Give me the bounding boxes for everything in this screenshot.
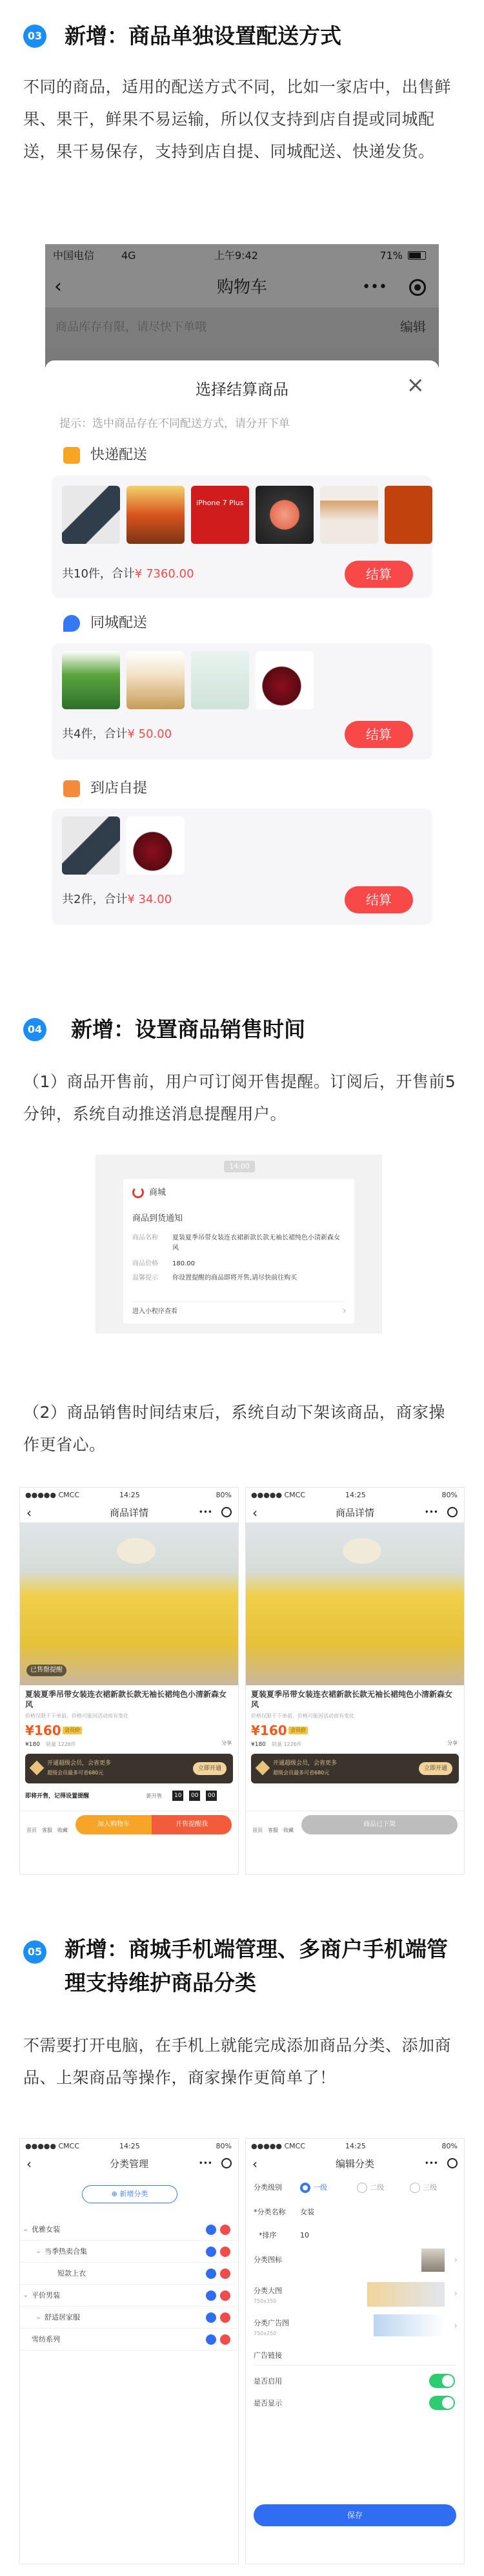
sort-input[interactable]: 10 (300, 2231, 309, 2239)
category-name: 雪纺系列 (32, 2335, 60, 2343)
sheet-title: 选择结算商品 (196, 380, 288, 399)
nav-title: 商品详情 (335, 1507, 374, 1519)
summary-text: 共10件，合计 (62, 567, 135, 581)
show-label: 是否显示 (254, 2399, 282, 2407)
cart-phone-screenshot (45, 244, 439, 955)
category-name: 当季热卖合集 (45, 2247, 87, 2256)
nav-favorite[interactable]: 收藏 (283, 1827, 294, 1833)
checkout-sheet (45, 360, 439, 955)
chevron-right-icon: › (454, 2255, 458, 2265)
carrier: ●●●●● CMCC (25, 2142, 80, 2150)
price: ¥160 (251, 1723, 287, 1738)
target-icon[interactable] (447, 2158, 458, 2168)
battery: 80% (441, 1491, 458, 1499)
name-label: *分类名称 (254, 2208, 286, 2216)
summary-amount: ¥ 7360.00 (134, 567, 194, 581)
section-title: 新增：商城手机端管理、多商户手机端管理支持维护商品分类 (65, 1937, 448, 1995)
edit-icon[interactable] (206, 2312, 216, 2323)
category-row[interactable] (20, 2263, 238, 2285)
edit-icon[interactable] (206, 2247, 216, 2257)
category-row[interactable] (20, 2219, 238, 2241)
edit-icon[interactable] (206, 2225, 216, 2235)
close-icon[interactable]: × (406, 372, 425, 398)
carrier: ●●●●● CMCC (251, 1491, 306, 1499)
nav-bar (45, 267, 439, 307)
bottom-bar (246, 1811, 464, 1839)
radio-level-1[interactable] (300, 2183, 310, 2193)
row-value: 夏装夏季吊带女装连衣裙新款长款无袖长裙纯色小清新森女风 (172, 1234, 340, 1252)
diamond-icon (30, 1761, 45, 1776)
section-05 (0, 1886, 484, 2576)
chevron-left-icon[interactable]: ‹ (54, 275, 62, 298)
summary-amount: ¥ 50.00 (127, 727, 172, 741)
section-title: 新增：商品单独设置配送方式 (65, 23, 341, 48)
product-thumb[interactable] (256, 651, 314, 709)
name-input[interactable]: 女装 (300, 2208, 314, 2216)
product-name: 夏装夏季吊带女装连衣裙新款长款无袖长裙纯色小清新森女风 (251, 1690, 453, 1709)
vip-text: 开通超级会员，会省更多 (273, 1760, 338, 1767)
nav-service[interactable]: 客服 (268, 1827, 278, 1833)
category-management-screen (19, 2138, 239, 2564)
icon-label: 分类图标 (254, 2256, 282, 2264)
radio-level-1-label: 一级 (313, 2183, 327, 2192)
product-thumb[interactable] (62, 816, 120, 875)
nav-favorite[interactable]: 收藏 (57, 1827, 68, 1833)
countdown-hours: 10 (172, 1791, 183, 1801)
status-bar (20, 2139, 238, 2154)
more-icon[interactable]: ••• (198, 1508, 212, 1517)
category-row[interactable] (20, 2307, 238, 2329)
battery: 80% (216, 1491, 232, 1499)
open-miniprogram-link[interactable]: 进入小程序查看 (132, 1308, 177, 1315)
delete-icon[interactable] (220, 2269, 230, 2279)
category-row[interactable] (20, 2241, 238, 2263)
category-row[interactable] (20, 2285, 238, 2307)
more-icon[interactable]: ••• (424, 2159, 438, 2168)
product-thumb[interactable] (126, 651, 185, 709)
product-detail-presale (19, 1487, 239, 1875)
clock: 14:25 (119, 2142, 140, 2150)
product-thumb[interactable] (320, 486, 378, 544)
diamond-icon (256, 1761, 270, 1776)
radio-level-2[interactable] (357, 2183, 367, 2193)
vip-sub: 超级会员最多可省680元 (47, 1770, 104, 1776)
section-paragraph: （2）商品销售时间结束后，系统自动下架该商品，商家操作更省心。 (23, 1403, 445, 1454)
sold-count: 销量 1226件 (272, 1741, 302, 1747)
checkout-button[interactable]: 结算 (345, 886, 413, 913)
vip-open-button[interactable]: 立即开通 (419, 1762, 452, 1775)
countdown-prefix: 距开售 (146, 1793, 162, 1799)
chevron-down-icon[interactable]: ⌄ (23, 2225, 29, 2233)
target-icon[interactable] (221, 1507, 232, 1517)
edit-icon[interactable] (206, 2269, 216, 2279)
carrier: ●●●●● CMCC (251, 2142, 306, 2150)
chevron-down-icon[interactable]: ⌄ (35, 2247, 42, 2255)
bigpic-size: 750x350 (254, 2298, 277, 2304)
more-icon[interactable]: ••• (424, 1508, 438, 1517)
clock: 上午9:42 (214, 249, 258, 262)
delete-icon[interactable] (220, 2247, 230, 2257)
nav-title: 购物车 (216, 278, 267, 297)
ad-label: 分类广告图 (254, 2319, 289, 2327)
ad-size: 750x250 (254, 2331, 277, 2336)
sort-label: *排序 (259, 2231, 277, 2239)
product-thumb[interactable] (191, 486, 249, 544)
summary-amount: ¥ 34.00 (127, 893, 172, 906)
clock: 14:25 (345, 2142, 366, 2150)
off-shelf-button: 商品已下架 (301, 1815, 458, 1834)
section-paragraph: 不同的商品，适用的配送方式不同，比如一家店中，出售鲜果、果干，鲜果不易运输，所以仅支持到店自提或同城配送，果干易保存，支持到店自提、同城配送、快递发货。 (23, 78, 452, 161)
section-number-badge: 03 (23, 25, 46, 48)
big-image-upload[interactable] (367, 2282, 445, 2307)
delete-icon[interactable] (220, 2334, 230, 2345)
product-thumb[interactable] (191, 651, 249, 709)
save-button[interactable]: 保存 (254, 2504, 456, 2526)
stock-notice: 商品库存有限，请尽快下单哦 (55, 320, 207, 334)
vip-banner[interactable] (251, 1754, 459, 1783)
enable-toggle[interactable] (429, 2374, 455, 2388)
product-image (246, 1522, 464, 1685)
group-express-title: 快递配送 (90, 447, 148, 463)
more-icon[interactable]: ••• (198, 2159, 212, 2168)
product-thumb[interactable] (256, 486, 314, 544)
nav-home[interactable]: 首页 (252, 1827, 263, 1833)
carrier: ●●●●● CMCC (25, 1491, 80, 1499)
shop-logo-icon (132, 1187, 144, 1198)
original-price: ¥180 (25, 1741, 40, 1748)
notice-bar (45, 307, 439, 348)
bigpic-label: 分类大图 (254, 2287, 282, 2295)
vip-banner[interactable] (25, 1754, 233, 1783)
category-name: 优雅女装 (32, 2225, 60, 2234)
store-icon (63, 780, 80, 797)
vip-open-button[interactable]: 立即开通 (193, 1762, 227, 1775)
checkout-button[interactable]: 结算 (345, 561, 413, 588)
clock: 14:25 (119, 1491, 140, 1499)
product-thumb[interactable] (126, 816, 185, 875)
section-number-badge: 05 (23, 1940, 46, 1964)
notify-card[interactable] (123, 1179, 354, 1324)
category-list (20, 2219, 238, 2351)
chevron-left-icon[interactable]: ‹ (26, 2156, 32, 2172)
ad-link-label: 广告链接 (254, 2351, 282, 2360)
product-image (20, 1522, 238, 1685)
original-price: ¥180 (251, 1741, 266, 1748)
target-icon[interactable] (447, 1507, 458, 1517)
ad-image-upload[interactable] (374, 2314, 445, 2336)
share-button[interactable]: 分享 (447, 1740, 458, 1746)
product-thumb[interactable] (62, 651, 120, 709)
radio-level-3-label: 三级 (423, 2183, 437, 2192)
carrier: 中国电信 (53, 249, 95, 262)
nav-home[interactable]: 首页 (26, 1827, 37, 1833)
bottom-bar (20, 1811, 238, 1839)
member-tag: 会员价 (288, 1727, 308, 1734)
member-tag: 会员价 (63, 1727, 82, 1734)
more-icon[interactable]: ••• (362, 279, 387, 295)
group-pickup (52, 809, 432, 925)
section-number-badge: 04 (23, 1018, 46, 1041)
nav-title: 编辑分类 (335, 2158, 374, 2170)
product-thumb[interactable] (126, 486, 185, 544)
chevron-left-icon[interactable]: ‹ (252, 2156, 257, 2172)
row-value: 180.00 (172, 1260, 195, 1267)
checkout-button[interactable]: 结算 (345, 721, 413, 748)
level-label: 分类级别 (254, 2183, 282, 2192)
product-subtitle: 价格仅限于下单前，价格可能因活动而有变化 (25, 1713, 128, 1719)
remind-me-button[interactable]: 开售提醒我 (152, 1815, 232, 1834)
product-detail-offshelf (245, 1487, 465, 1875)
truck-icon (63, 447, 80, 464)
add-category-button[interactable]: ⊕ 新增分类 (82, 2185, 177, 2203)
sold-count: 销量 1226件 (46, 1741, 76, 1747)
status-bar (45, 244, 439, 267)
section-04 (0, 995, 484, 1886)
radio-level-2-label: 二级 (370, 2183, 384, 2192)
section-03 (0, 0, 484, 956)
delete-icon[interactable] (220, 2290, 230, 2301)
battery-icon (408, 251, 426, 260)
row-key: 商品价格 (132, 1260, 158, 1267)
product-subtitle: 价格仅限于下单前，价格可能因活动而有变化 (251, 1713, 354, 1719)
product-thumb[interactable] (62, 486, 120, 544)
phone-box-label: iPhone 7 Plus (196, 499, 244, 507)
target-icon[interactable] (221, 2158, 232, 2168)
summary-text: 共2件，合计 (62, 893, 128, 906)
edit-link[interactable]: 编辑 (400, 319, 426, 335)
nav-service[interactable]: 客服 (42, 1827, 52, 1833)
price: ¥160 (25, 1723, 61, 1738)
notify-title: 商品到货通知 (132, 1214, 183, 1223)
category-icon-upload[interactable] (421, 2249, 445, 2272)
countdown-label: 即将开售，记得设置提醒 (25, 1793, 90, 1800)
section-paragraph: 不需要打开电脑，在手机上就能完成添加商品分类、添加商品、上架商品等操作，商家操作更简单了！ (23, 2036, 452, 2087)
group-express (52, 475, 432, 598)
notify-shop: 商城 (149, 1188, 166, 1198)
radio-level-3[interactable] (410, 2183, 420, 2193)
edit-category-screen (245, 2138, 465, 2564)
product-name: 夏装夏季吊带女装连衣裙新款长款无袖长裙纯色小清新森女风 (25, 1690, 227, 1709)
chevron-left-icon[interactable]: ‹ (252, 1505, 257, 1521)
chevron-left-icon[interactable]: ‹ (26, 1505, 32, 1521)
edit-icon[interactable] (206, 2290, 216, 2301)
delete-icon[interactable] (220, 2312, 230, 2323)
status-bar (20, 1488, 238, 1503)
nav-title: 分类管理 (109, 2158, 148, 2170)
target-icon[interactable] (409, 279, 426, 296)
vip-sub: 超级会员最多可省680元 (273, 1770, 330, 1776)
battery: 80% (216, 2142, 232, 2150)
group-local (52, 643, 432, 760)
category-name: 舒适居家服 (45, 2313, 80, 2322)
section-title: 新增：设置商品销售时间 (71, 1017, 305, 1042)
chevron-right-icon: › (454, 2289, 458, 2299)
enable-label: 是否启用 (254, 2377, 282, 2385)
row-key: 商品名称 (132, 1234, 158, 1241)
notification-screenshot (96, 1155, 382, 1333)
group-summary (62, 725, 172, 744)
clock: 14:25 (345, 1491, 366, 1499)
add-to-cart-button[interactable]: 加入购物车 (76, 1815, 152, 1834)
edit-icon[interactable] (206, 2334, 216, 2345)
category-name: 平价男装 (32, 2291, 60, 2300)
chevron-down-icon[interactable]: ⌄ (35, 2312, 42, 2321)
location-icon (63, 615, 80, 632)
share-button[interactable]: 分享 (221, 1740, 232, 1746)
group-summary (62, 565, 194, 584)
group-local-title: 同城配送 (90, 615, 148, 631)
countdown-seconds: 00 (206, 1791, 217, 1801)
chevron-right-icon: › (454, 2321, 458, 2331)
group-pickup-title: 到店自提 (90, 780, 148, 796)
category-row[interactable] (20, 2329, 238, 2351)
sheet-tip: 提示：选中商品存在不同配送方式，请分开下单 (59, 417, 290, 430)
product-thumb[interactable] (385, 486, 432, 544)
network: 4G (121, 249, 136, 262)
row-key: 温馨提示 (132, 1274, 158, 1282)
section-paragraph: （1）商品开售前，用户可订阅开售提醒。订阅后，开售前5分钟，系统自动推送消息提醒用户。 (23, 1072, 456, 1123)
notify-time: 14:00 (224, 1161, 255, 1172)
group-summary (62, 890, 172, 909)
status-bar (246, 1488, 464, 1503)
chevron-down-icon[interactable]: ⌄ (23, 2290, 29, 2299)
chevron-right-icon: › (342, 1304, 347, 1316)
status-bar (246, 2139, 464, 2154)
category-name: 短款上衣 (57, 2269, 86, 2278)
nav-title: 商品详情 (109, 1507, 148, 1519)
presale-badge: 已售罄提醒 (26, 1665, 66, 1676)
countdown-minutes: 00 (189, 1791, 200, 1801)
battery: 80% (441, 2142, 458, 2150)
summary-text: 共4件，合计 (62, 727, 128, 741)
battery: 71% (379, 249, 403, 262)
vip-text: 开通超级会员，会省更多 (47, 1760, 112, 1767)
show-toggle[interactable] (429, 2396, 455, 2410)
row-value: 你设置提醒的商品即将开售,请尽快前往购买 (172, 1274, 297, 1282)
delete-icon[interactable] (220, 2225, 230, 2235)
